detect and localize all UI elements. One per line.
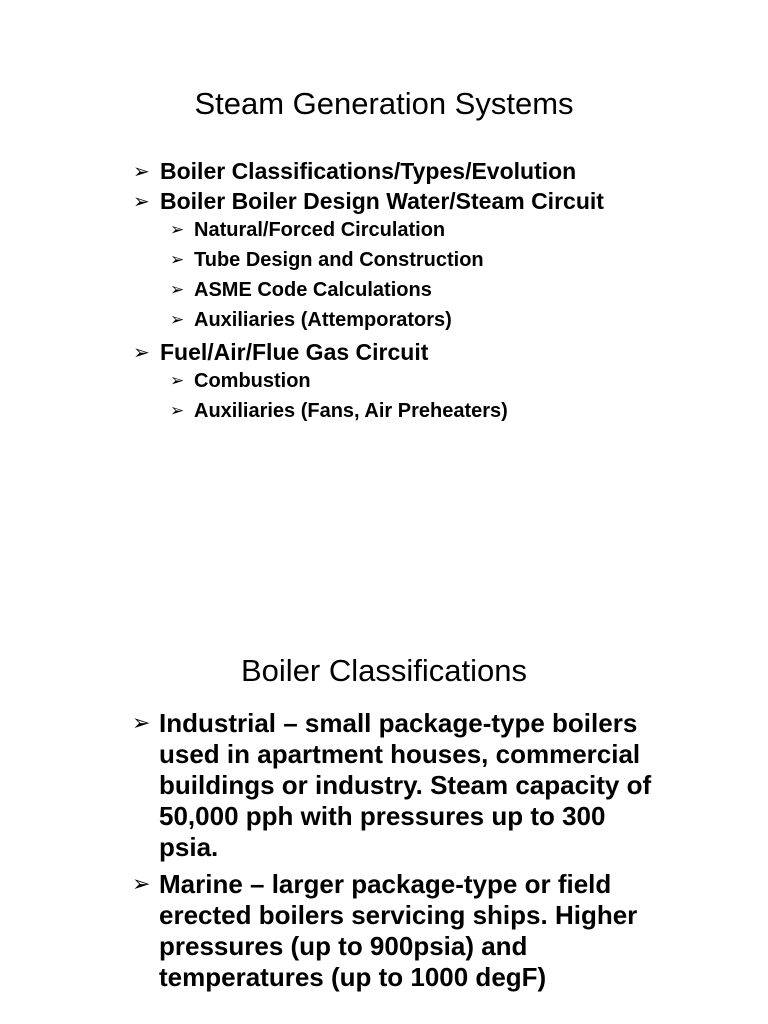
bullet-list [132,708,652,999]
arrow-bullet-icon: ➢ [133,340,150,364]
sub-bullet-item [170,305,653,335]
sub-bullet-list [170,366,653,426]
arrow-bullet-icon: ➢ [170,401,185,421]
sub-bullet-item [170,215,653,245]
bullet-text: Fuel/Air/Flue Gas Circuit [160,339,429,365]
slide-title: Boiler Classifications [241,653,527,688]
bullet-list [133,155,653,429]
arrow-bullet-icon: ➢ [170,220,185,240]
sub-bullet-item [170,366,653,396]
sub-bullet-item [170,245,653,275]
arrow-bullet-icon: ➢ [170,250,185,270]
arrow-bullet-icon: ➢ [132,872,151,897]
sub-bullet-text: Natural/Forced Circulation [194,219,446,241]
bullet-item [133,187,653,215]
arrow-bullet-icon: ➢ [133,159,150,183]
slide-boiler-classifications [0,580,768,1024]
arrow-bullet-icon: ➢ [170,310,185,330]
sub-bullet-text: ASME Code Calculations [194,279,432,301]
bullet-text: Industrial – small package-type boilers used in apartment houses, commercial buildings or industry. Steam capacity of 50,000 pph with pressures up to 300 psia. [159,708,652,862]
slide-title: Steam Generation Systems [194,86,574,121]
sub-bullet-list [170,215,653,335]
arrow-bullet-icon: ➢ [132,711,151,736]
sub-bullet-text: Tube Design and Construction [194,249,484,271]
bullet-text: Marine – larger package-type or field erected boilers servicing ships. Higher pressures (up to 900psia) and temperatures (up to 1000 degF) [159,869,638,992]
bullet-item [133,157,653,185]
arrow-bullet-icon: ➢ [133,189,150,213]
sub-bullet-text: Combustion [194,370,311,392]
sub-bullet-text: Auxiliaries (Attemporators) [194,309,452,331]
bullet-text: Boiler Boiler Design Water/Steam Circuit [160,188,604,214]
arrow-bullet-icon: ➢ [170,280,185,300]
bullet-item [133,338,653,366]
bullet-item [132,869,652,993]
sub-bullet-item [170,275,653,305]
sub-bullet-item [170,396,653,426]
bullet-item [132,708,652,863]
bullet-text: Boiler Classifications/Types/Evolution [160,158,577,184]
arrow-bullet-icon: ➢ [170,371,185,391]
sub-bullet-text: Auxiliaries (Fans, Air Preheaters) [194,400,508,422]
